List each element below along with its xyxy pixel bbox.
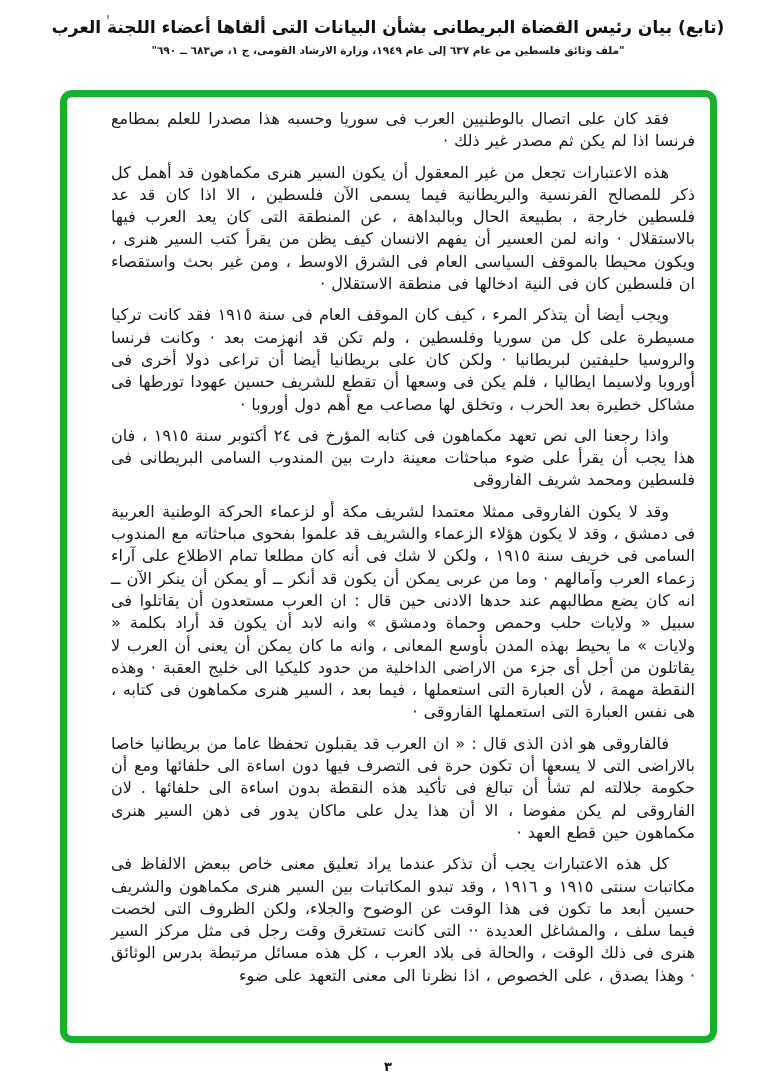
document-paragraph: فقد كان على اتصال بالوطنيين العرب فى سوريا وحسبه هذا مصدرا للعلم بمطامع فرنسا اذا لم يكن ثم مصدر غير ذلك · <box>111 109 695 151</box>
document-paragraph: ويجب أيضا أن يتذكر المرء ، كيف كان الموقف العام فى سنة ١٩١٥ فقد كانت تركيا مسيطرة على كل من سوريا وفلسطين ، ولم تكن قد انهزمت بعد · وكانت فرنسا والروسيا حليفتين لبريطانيا · ولكن كان على بريطانيا أيضا أن تراعى دولا أخرى فى أوروبا ولاسيما ايطاليا ، فلم يكن فى وسعها أن تقطع للشريف حسين عهودا تورطها فى مشاكل خطيرة بعد الحرب ، وتخلق لها مصاعب مع أهم دول أوروبا · <box>111 305 695 414</box>
document-text <box>67 97 710 1036</box>
document-paragraph: هذه الاعتبارات تجعل من غير المعقول أن يكون السير هنرى مكماهون قد أهمل كل ذكر للمصالح الفرنسية والبريطانية فيما يسمى الآن فلسطين ، الا اذا كان قد عد فلسطين خارجة ، بطبيعة الحال وبالبداهة ، عن المنطقة التى كان يعد العرب فيها بالاستقلال · وانه لمن العسير أن يفهم الانسان كيف يظن من يقرأ كتب السير هنرى ، ويكون محيطا بالموقف السياسى العام فى الشرق الاوسط ، ومن غير بحث واستقصاء ان فلسطين كان فى النية ادخالها فى منطقة الاستقلال · <box>111 162 695 294</box>
document-paragraph: وقد لا يكون الفاروقى ممثلا معتمدا لشريف مكة أو لزعماء الحركة الوطنية العربية فى دمشق ، وقد لا يكون هؤلاء الزعماء والشريف قد علموا بفحوى مباحثاته مع المندوب السامى فى خريف سنة ١٩١٥ ، ولكن لا شك فى أنه كان مطلعا تمام الاطلاع على آراء زعماء العرب وآمالهم · وما من عربى يمكن أن يكون قد أنكر ــ أو يمكن أن ينكر الآن ــ انه كان يضع مطالبهم عند حدها الادنى حين قال : ان العرب مستعدون أن يقاتلوا فى سبيل « ولايات حلب وحمص وحماة ودمشق » وانه لابد أن يكون قد أراد بكلمة « ولايات » ما يحيط بهذه المدن بأوسع المعانى ، وانه ما كان يمكن أن يعنى أن العرب لا يقاتلون من أجل أى جزء من الاراضى الداخلية من حدود كليكيا الى خليج العقبة · وهذه النقطة مهمة ، لأن العبارة التى استعملها ، فيما بعد ، السير هنرى مكماهون فى كتابه ، هى نفس العبارة التى استعملها الفاروقى · <box>111 501 695 722</box>
document-paragraph: واذا رجعنا الى نص تعهد مكماهون فى كتابه المؤرخ فى ٢٤ أكتوبر سنة ١٩١٥ ، فان هذا يجب أن يقرأ على ضوء مباحثات معينة دارت بين المندوب السامى البريطانى فى فلسطين ومحمد شريف الفاروقى <box>111 425 695 490</box>
page-number: ٣ <box>384 1060 392 1075</box>
document-paragraph: فالفاروقى هو اذن الذى قال : « ان العرب قد يقبلون تحفظا عاما من بريطانيا خاصا بالاراضى التى لا يسعها أن تكون حرة فى التصرف فيها دون اساءة الى حلفائها ومع أن حكومة جلالته لم تشأ أن تبالغ فى تأكيد هذه النقطة بدون اساءة الى حلفائها . لان الفاروقى لم يكن مفوضا ، الا أن هذا يدل على ماكان يدور فى ذهن السير هنرى مكماهون حين قطع العهد · <box>111 733 695 842</box>
page-footer <box>0 1056 776 1075</box>
document-paragraph: كل هذه الاعتبارات يجب أن تذكر عندما يراد تعليق معنى خاص ببعض الالفاظ فى مكاتبات سنتى ١٩١٥ و ١٩١٦ ، وقد تبدو المكاتبات بين السير هنرى مكماهون والشريف حسين أبعد ما تكون فى هذا الوقت عن الوضوح والجلاء، ولكن الظروف التى لخصت فيما سلف ، والمشاغل العديدة ·· التى كانت تستغرق وقت رجل فى مثل مركز السير هنرى فى ذلك الوقت ، والحالة فى بلاد العرب ، كل هذه مسائل مرتبطة بدرس الوثائق · وهذا يصدق ، على الخصوص ، اذا نظرنا الى معنى التعهد على ضوء <box>111 854 695 985</box>
page-title: (تابع) بيان رئيس القضاة البريطانى بشأن البيانات التى ألقاها أعضاء اللجنة العرب <box>51 18 725 38</box>
page-header <box>0 18 776 57</box>
document-frame <box>60 90 717 1043</box>
source-citation: "ملف وثائق فلسطين من عام ٦٣٧ إلى عام ١٩٤٩، وزارة الارشاد القومى، ج ١، ص٦٨٣ ــ ٦٩٠" <box>151 45 625 57</box>
